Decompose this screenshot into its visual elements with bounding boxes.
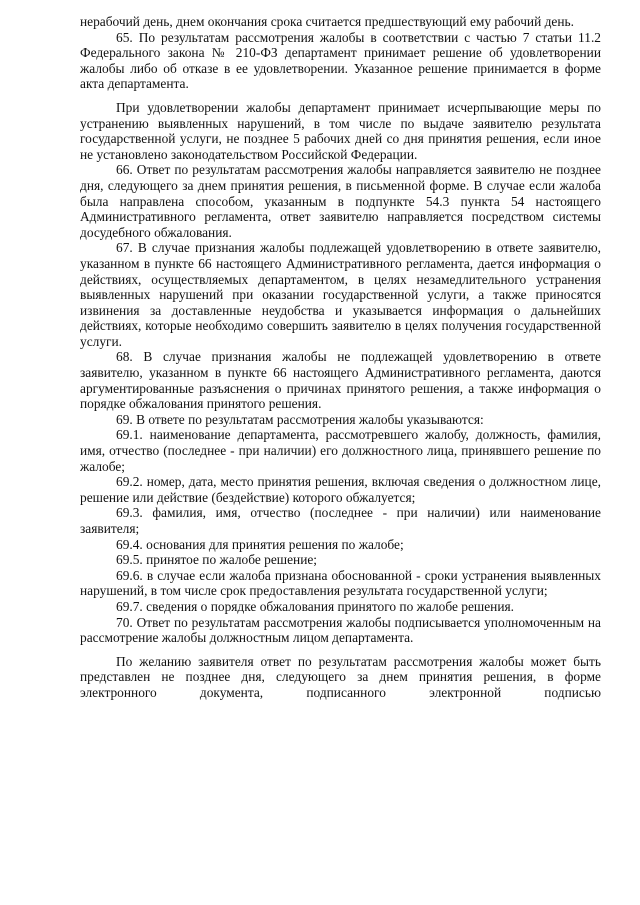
paragraph-67: 67. В случае признания жалобы подлежащей удовлетворению в ответе заявителю, указанном в пункте 66 настоящего Административного регламента, дается информация о действиях, осуществляемых департаментом, в целях незамедлительного устранения выявленных нарушений при оказании государственной услуги, а также приносятся извинения за доставленные неудобства и указывается информация о дальнейших действиях, которые необходимо совершить заявителю в целях получения государственной услуги.	[80, 240, 601, 349]
paragraph-continued: нерабочий день, днем окончания срока считается предшествующий ему рабочий день.	[80, 14, 574, 29]
paragraph-69-1: 69.1. наименование департамента, рассмотревшего жалобу, должность, фамилия, имя, отчество (последнее - при наличии) его должностного лица, принявшего решение по жалобе;	[80, 427, 601, 474]
document-page	[80, 14, 601, 701]
paragraph-70-electronic: По желанию заявителя ответ по результатам рассмотрения жалобы может быть представлен не позднее дня, следующего за днем принятия решения, в форме электронного документа, подписанного электронной подписью	[80, 653, 601, 700]
paragraph-66: 66. Ответ по результатам рассмотрения жалобы направляется заявителю не позднее дня, следующего за днем принятия решения, в письменной форме. В случае если жалоба была направлена способом, указанным в подпункте 54.3 пункта 54 настоящего Административного регламента, ответ заявителю направляется посредством системы досудебного обжалования.	[80, 162, 601, 240]
paragraph-69-3: 69.3. фамилия, имя, отчество (последнее - при наличии) или наименование заявителя;	[80, 505, 601, 536]
paragraph-69-7: 69.7. сведения о порядке обжалования принятого по жалобе решения.	[116, 598, 514, 614]
paragraph-69: 69. В ответе по результатам рассмотрения жалобы указываются:	[116, 411, 484, 427]
paragraph-69-6: 69.6. в случае если жалоба признана обоснованной - сроки устранения выявленных нарушений, в том числе срок предоставления результата государственной услуги;	[80, 567, 601, 599]
paragraph-68: 68. В случае признания жалобы не подлежащей удовлетворению в ответе заявителю, указанном в пункте 66 настоящего Административного регламента, даются аргументированные разъяснения о причинах принятого решения, а также информация о порядке обжалования принятого решения.	[80, 349, 601, 412]
paragraph-65-remedy: При удовлетворении жалобы департамент принимает исчерпывающие меры по устранению выявленных нарушений, в том числе по выдаче заявителю результата государственной услуги, не позднее 5 рабочих дней со дня принятия решения, если иное не установлено законодательством Российской Федерации.	[80, 99, 601, 162]
paragraph-69-2: 69.2. номер, дата, место принятия решения, включая сведения о должностном лице, решение или действие (бездействие) которого обжалуется;	[80, 474, 601, 505]
paragraph-70: 70. Ответ по результатам рассмотрения жалобы подписывается уполномоченным на рассмотрение жалобы должностным лицом департамента.	[80, 614, 601, 646]
paragraph-69-5: 69.5. принятое по жалобе решение;	[116, 552, 318, 568]
paragraph-65: 65. По результатам рассмотрения жалобы в соответствии с частью 7 статьи 11.2 Федерального закона № 210-ФЗ департамент принимает решение об удовлетворении жалобы либо об отказе в ее удовлетворении. Указанное решение принимается в форме акта департамента.	[80, 29, 601, 92]
paragraph-69-4: 69.4. основания для принятия решения по жалобе;	[116, 536, 404, 552]
